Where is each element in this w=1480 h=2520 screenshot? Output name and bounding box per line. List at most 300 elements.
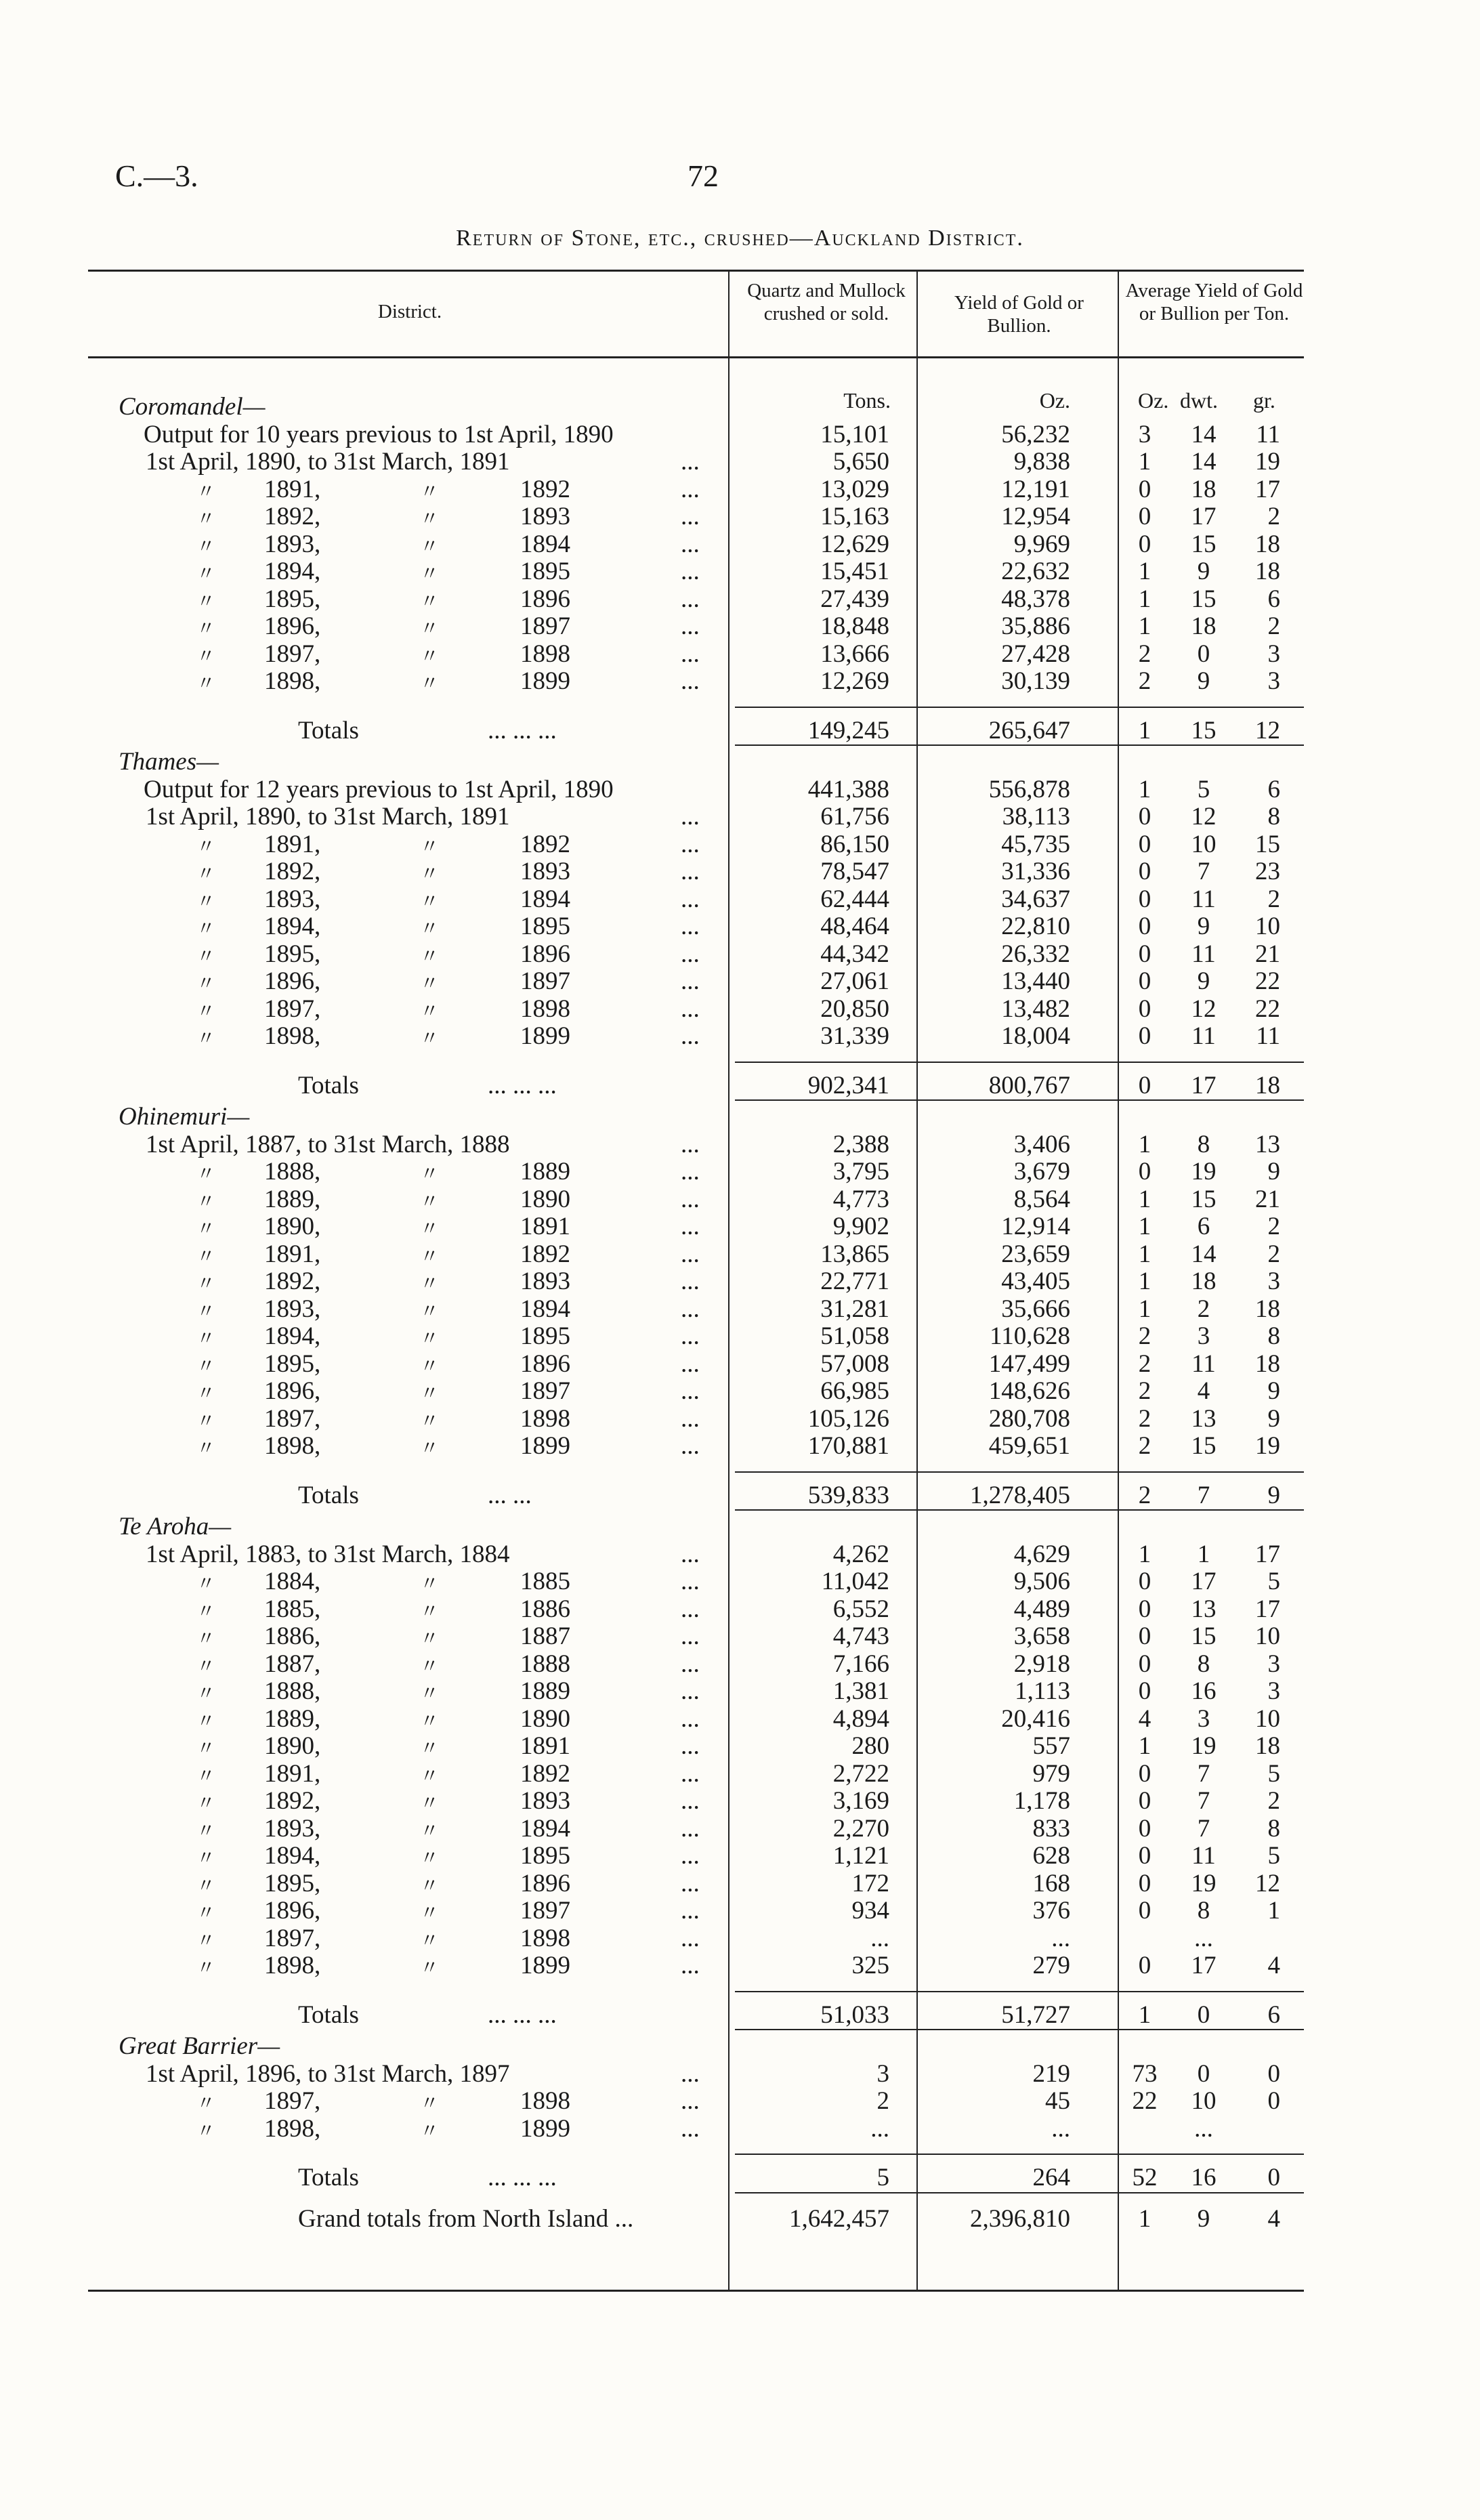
row-label: 1st April, 1887, to 31st March, 1888 — [146, 1130, 510, 1158]
ditto-mark: 〃 — [420, 1191, 440, 1213]
ditto-mark: 〃 — [196, 1765, 216, 1787]
cell-tons: 1,642,457 — [789, 2204, 889, 2233]
period-start-year: 1887, — [264, 1650, 321, 1678]
period-end-year: 1895 — [520, 1322, 570, 1350]
cell-avg-oz: 1 — [1138, 1540, 1151, 1568]
cell-oz: ... — [1051, 2114, 1070, 2143]
leader-dots: ... — [681, 1568, 700, 1595]
totals-label: Totals — [298, 716, 359, 744]
cell-avg-oz: 0 — [1138, 475, 1151, 503]
ditto-mark: 〃 — [196, 973, 216, 994]
cell-oz: 34,637 — [1001, 885, 1070, 913]
unit-tons: Tons. — [843, 388, 891, 413]
table-top-rule — [88, 270, 1304, 272]
cell-tons: ... — [870, 2114, 889, 2143]
period-end-year: 1898 — [520, 2087, 570, 2115]
cell-avg-dwt: 18 — [1191, 1267, 1217, 1295]
ditto-mark: 〃 — [420, 2120, 440, 2142]
period-end-year: 1899 — [520, 1022, 570, 1050]
cell-avg-gr: 6 — [1267, 2000, 1280, 2029]
cell-oz: 51,727 — [1001, 2000, 1070, 2029]
cell-avg-gr: 8 — [1267, 1322, 1280, 1350]
totals-rule — [735, 707, 1304, 708]
period-end-year: 1893 — [520, 858, 570, 885]
leader-dots: ... — [681, 1897, 700, 1925]
cell-avg-dwt: 15 — [1191, 716, 1217, 744]
period-start-year: 1895, — [264, 1869, 321, 1897]
ditto-mark: 〃 — [420, 1410, 440, 1432]
cell-avg-oz: 0 — [1138, 1568, 1151, 1595]
cell-avg-dwt: 17 — [1191, 1952, 1217, 1979]
cell-avg-oz: 1 — [1138, 716, 1151, 744]
cell-oz: ... — [1051, 1924, 1070, 1952]
period-end-year: 1893 — [520, 503, 570, 530]
period-start-year: 1894, — [264, 1322, 321, 1350]
ditto-mark: 〃 — [196, 1001, 216, 1022]
period-start-year: 1893, — [264, 885, 321, 913]
row-label: Output for 10 years previous to 1st April, 1890 — [144, 420, 614, 448]
cell-avg-gr: 12 — [1255, 1869, 1280, 1897]
cell-avg-gr: 21 — [1255, 1185, 1280, 1213]
cell-avg-oz: 0 — [1138, 830, 1151, 858]
cell-avg-oz: 0 — [1138, 912, 1151, 940]
cell-oz: 279 — [1032, 1952, 1070, 1979]
leader-dots: ... — [681, 1869, 700, 1897]
leader-dots: ... — [681, 830, 700, 858]
cell-oz: 27,428 — [1001, 639, 1070, 668]
cell-avg-oz: 52 — [1132, 2164, 1158, 2191]
period-start-year: 1886, — [264, 1622, 321, 1650]
col-header-yield: Yield of Gold or Bullion. — [954, 292, 1084, 337]
cell-tons: 1,121 — [832, 1842, 889, 1870]
ditto-mark: 〃 — [196, 1958, 216, 1979]
cell-avg-dwt: 19 — [1191, 1158, 1217, 1185]
ditto-mark: 〃 — [420, 1001, 440, 1022]
period-end-year: 1892 — [520, 1759, 570, 1788]
cell-oz: 628 — [1032, 1842, 1070, 1870]
cell-avg-oz: 1 — [1138, 2204, 1151, 2233]
period-end-year: 1894 — [520, 530, 570, 558]
period-end-year: 1894 — [520, 1814, 570, 1843]
cell-tons: 539,833 — [807, 1481, 889, 1509]
cell-avg-oz: 0 — [1138, 1759, 1151, 1788]
ditto-mark: 〃 — [420, 1656, 440, 1677]
period-start-year: 1888, — [264, 1158, 321, 1185]
cell-avg-gr: 8 — [1267, 803, 1280, 831]
ditto-mark: 〃 — [420, 1219, 440, 1240]
cell-tons: 66,985 — [820, 1377, 889, 1405]
period-start-year: 1897, — [264, 2087, 321, 2115]
period-start-year: 1898, — [264, 1022, 321, 1050]
period-start-year: 1897, — [264, 1924, 321, 1952]
cell-oz: 3,658 — [1013, 1622, 1070, 1650]
period-end-year: 1899 — [520, 1432, 570, 1460]
cell-avg-dwt: 9 — [1197, 912, 1210, 940]
period-start-year: 1893, — [264, 1295, 321, 1323]
cell-oz: 30,139 — [1001, 667, 1070, 695]
cell-avg-oz: 0 — [1138, 994, 1151, 1023]
cell-avg-gr: 9 — [1267, 1404, 1280, 1433]
cell-tons: 86,150 — [820, 830, 889, 858]
cell-avg-dwt: 15 — [1191, 585, 1217, 613]
ditto-mark: 〃 — [196, 618, 216, 639]
ditto-mark: 〃 — [420, 1028, 440, 1049]
cell-avg-oz: 73 — [1132, 2059, 1158, 2088]
ditto-mark: 〃 — [196, 536, 216, 558]
cell-avg-gr: 11 — [1256, 420, 1280, 448]
cell-avg-oz: 0 — [1138, 1071, 1151, 1099]
cell-avg-dwt: 11 — [1191, 940, 1216, 968]
cell-avg-gr: 10 — [1255, 1704, 1280, 1733]
cell-oz: 38,113 — [1002, 803, 1070, 831]
cell-avg-gr: 4 — [1267, 2204, 1280, 2233]
cell-oz: 9,838 — [1013, 448, 1070, 476]
cell-avg-dwt: 0 — [1197, 2059, 1210, 2088]
ditto-mark: 〃 — [420, 1903, 440, 1924]
cell-tons: 27,439 — [820, 585, 889, 613]
cell-avg-gr: 18 — [1255, 1071, 1280, 1099]
cell-avg-gr: 0 — [1267, 2164, 1280, 2191]
document-title: Return of Stone, etc., crushed—Auckland District. — [456, 226, 1024, 251]
cell-tons: 902,341 — [807, 1071, 889, 1099]
cell-oz: 2,396,810 — [970, 2204, 1070, 2233]
cell-avg-dwt: 2 — [1197, 1295, 1210, 1323]
cell-tons: 12,629 — [820, 530, 889, 558]
leader-dots: ... — [681, 885, 700, 913]
cell-tons: 2 — [876, 2087, 889, 2115]
cell-avg-gr: 5 — [1267, 1568, 1280, 1595]
col-header-district: District. — [377, 301, 442, 322]
cell-tons: 51,033 — [820, 2000, 889, 2029]
ditto-mark: 〃 — [420, 1958, 440, 1979]
cell-avg-dwt: 0 — [1197, 639, 1210, 668]
cell-avg-gr: 3 — [1267, 639, 1280, 668]
period-end-year: 1899 — [520, 1952, 570, 1979]
cell-tons: 441,388 — [807, 775, 889, 803]
cell-oz: 43,405 — [1001, 1267, 1070, 1295]
cell-oz: 12,191 — [1001, 475, 1070, 503]
cell-avg-oz: 2 — [1138, 1377, 1151, 1405]
cell-avg-gr: 17 — [1255, 1540, 1280, 1568]
totals-rule — [735, 1062, 1304, 1063]
col-header-average: Average Yield of Gold or Bullion per Ton. — [1125, 280, 1303, 324]
period-start-year: 1896, — [264, 1897, 321, 1925]
ditto-mark: 〃 — [420, 1848, 440, 1869]
cell-tons: 57,008 — [820, 1349, 889, 1378]
cell-avg-dwt: 15 — [1191, 1622, 1217, 1650]
cell-avg-dwt: 0 — [1197, 2000, 1210, 2029]
ditto-mark: 〃 — [196, 1438, 216, 1459]
cell-oz: 168 — [1032, 1869, 1070, 1897]
cell-tons: 13,666 — [820, 639, 889, 668]
period-start-year: 1896, — [264, 1377, 321, 1405]
totals-label: Totals — [298, 1071, 359, 1099]
leader-dots: ... ... ... — [488, 1071, 557, 1099]
period-end-year: 1885 — [520, 1568, 570, 1595]
period-end-year: 1892 — [520, 1240, 570, 1268]
ditto-mark: 〃 — [196, 1328, 216, 1349]
ditto-mark: 〃 — [420, 591, 440, 612]
cell-tons: 22,771 — [820, 1267, 889, 1295]
ditto-mark: 〃 — [420, 1383, 440, 1404]
row-label: 1st April, 1890, to 31st March, 1891 — [146, 803, 510, 831]
cell-avg-oz: 1 — [1138, 585, 1151, 613]
leader-dots: ... — [681, 558, 700, 585]
cell-avg-dwt: 8 — [1197, 1650, 1210, 1678]
cell-avg-dwt: 16 — [1191, 1677, 1217, 1705]
leader-dots: ... — [681, 1213, 700, 1240]
period-end-year: 1891 — [520, 1732, 570, 1760]
page-header-code: C.—3. — [115, 159, 198, 193]
cell-tons: 6,552 — [832, 1595, 889, 1623]
cell-avg-oz: 2 — [1138, 1432, 1151, 1460]
cell-tons: 172 — [851, 1869, 889, 1897]
cell-avg-dwt: 5 — [1197, 775, 1210, 803]
cell-tons: 1,381 — [832, 1677, 889, 1705]
cell-avg-gr: 15 — [1255, 830, 1280, 858]
cell-avg-gr: 5 — [1267, 1842, 1280, 1870]
ditto-mark: 〃 — [420, 1328, 440, 1349]
section-name: Great Barrier— — [119, 2032, 280, 2060]
cell-avg-oz: 1 — [1138, 1732, 1151, 1760]
cell-avg-gr: 2 — [1267, 1240, 1280, 1268]
cell-tons: 44,342 — [820, 940, 889, 968]
period-end-year: 1897 — [520, 967, 570, 995]
cell-oz: 45,735 — [1001, 830, 1070, 858]
period-end-year: 1896 — [520, 585, 570, 613]
leader-dots: ... — [681, 1650, 700, 1678]
cell-tons: 11,042 — [821, 1568, 889, 1595]
cell-avg-dwt: 12 — [1191, 803, 1217, 831]
ditto-mark: 〃 — [196, 1301, 216, 1322]
cell-oz: 22,632 — [1001, 558, 1070, 585]
period-start-year: 1896, — [264, 967, 321, 995]
cell-avg-dwt: 15 — [1191, 1185, 1217, 1213]
period-end-year: 1898 — [520, 1924, 570, 1952]
cell-avg-dwt: 9 — [1197, 667, 1210, 695]
cell-oz: 22,810 — [1001, 912, 1070, 940]
cell-avg-dwt: 19 — [1191, 1732, 1217, 1760]
cell-oz: 280,708 — [988, 1404, 1070, 1433]
cell-avg-dwt: 18 — [1191, 612, 1217, 640]
leader-dots: ... — [681, 858, 700, 885]
cell-avg-dwt: 9 — [1197, 558, 1210, 585]
cell-avg-oz: 1 — [1138, 448, 1151, 476]
cell-tons: 4,743 — [832, 1622, 889, 1650]
leader-dots: ... — [681, 1540, 700, 1568]
totals-label: Totals — [298, 1481, 359, 1509]
ditto-mark: 〃 — [420, 1765, 440, 1787]
ditto-mark: 〃 — [196, 509, 216, 530]
ditto-mark: 〃 — [420, 1301, 440, 1322]
period-end-year: 1886 — [520, 1595, 570, 1623]
leader-dots: ... — [681, 1842, 700, 1870]
cell-avg-oz: 0 — [1138, 1814, 1151, 1843]
cell-oz: 1,278,405 — [970, 1481, 1070, 1509]
cell-avg-oz: 1 — [1138, 1185, 1151, 1213]
column-rule — [1118, 270, 1119, 2290]
period-start-year: 1892, — [264, 503, 321, 530]
cell-oz: 833 — [1032, 1814, 1070, 1843]
cell-avg-oz: 1 — [1138, 775, 1151, 803]
ditto-mark: 〃 — [420, 1246, 440, 1267]
period-start-year: 1889, — [264, 1704, 321, 1733]
cell-tons: 2,270 — [832, 1814, 889, 1843]
cell-avg-oz: 0 — [1138, 1677, 1151, 1705]
cell-avg-oz: 0 — [1138, 1022, 1151, 1050]
ditto-mark: 〃 — [196, 1738, 216, 1759]
period-end-year: 1895 — [520, 558, 570, 585]
ditto-mark: 〃 — [196, 1356, 216, 1377]
period-end-year: 1890 — [520, 1185, 570, 1213]
period-end-year: 1897 — [520, 612, 570, 640]
ditto-mark: 〃 — [196, 1848, 216, 1869]
cell-oz: 264 — [1032, 2164, 1070, 2191]
cell-avg-oz: 0 — [1138, 530, 1151, 558]
row-label: 1st April, 1883, to 31st March, 1884 — [146, 1540, 510, 1568]
cell-avg-gr: 2 — [1267, 503, 1280, 530]
leader-dots: ... — [681, 1732, 700, 1760]
cell-avg-oz: 2 — [1138, 1481, 1151, 1509]
cell-avg-dwt: 16 — [1191, 2164, 1217, 2191]
cell-oz: 12,914 — [1001, 1213, 1070, 1240]
cell-oz: 219 — [1032, 2059, 1070, 2088]
period-start-year: 1894, — [264, 1842, 321, 1870]
ditto-mark: 〃 — [196, 2093, 216, 2114]
cell-avg-gr: 2 — [1267, 885, 1280, 913]
cell-tons: 149,245 — [807, 716, 889, 744]
cell-tons: 9,902 — [832, 1213, 889, 1240]
cell-tons: 170,881 — [807, 1432, 889, 1460]
leader-dots: ... — [681, 530, 700, 558]
column-rule — [916, 270, 918, 2290]
leader-dots: ... — [681, 1240, 700, 1268]
leader-dots: ... — [681, 1814, 700, 1843]
period-end-year: 1896 — [520, 940, 570, 968]
ditto-mark: 〃 — [196, 673, 216, 694]
period-end-year: 1887 — [520, 1622, 570, 1650]
cell-oz: 557 — [1032, 1732, 1070, 1760]
cell-avg-gr: 12 — [1255, 716, 1280, 744]
period-end-year: 1897 — [520, 1377, 570, 1405]
period-start-year: 1894, — [264, 558, 321, 585]
cell-avg-gr: 18 — [1255, 530, 1280, 558]
leader-dots: ... ... ... — [488, 2164, 557, 2191]
cell-avg-gr: 3 — [1267, 667, 1280, 695]
period-end-year: 1892 — [520, 830, 570, 858]
leader-dots: ... — [681, 503, 700, 530]
ditto-mark: 〃 — [196, 919, 216, 940]
period-end-year: 1891 — [520, 1213, 570, 1240]
period-end-year: 1897 — [520, 1897, 570, 1925]
period-start-year: 1890, — [264, 1213, 321, 1240]
period-start-year: 1891, — [264, 830, 321, 858]
cell-oz: 23,659 — [1001, 1240, 1070, 1268]
cell-oz: 9,969 — [1013, 530, 1070, 558]
ditto-mark: 〃 — [420, 1356, 440, 1377]
cell-tons: 15,101 — [820, 420, 889, 448]
cell-avg-oz: 0 — [1138, 1952, 1151, 1979]
cell-avg-gr: 17 — [1255, 475, 1280, 503]
ditto-mark: 〃 — [196, 564, 216, 585]
totals-label: Totals — [298, 2164, 359, 2191]
cell-avg-dwt: 14 — [1191, 420, 1217, 448]
cell-oz: 13,440 — [1001, 967, 1070, 995]
cell-avg-dwt: 13 — [1191, 1404, 1217, 1433]
cell-avg-gr: 18 — [1255, 1349, 1280, 1378]
cell-avg-gr: 9 — [1267, 1481, 1280, 1509]
row-label: 1st April, 1896, to 31st March, 1897 — [146, 2059, 510, 2088]
cell-tons: 325 — [851, 1952, 889, 1979]
cell-tons: 4,262 — [832, 1540, 889, 1568]
cell-oz: 31,336 — [1001, 858, 1070, 885]
ditto-mark: 〃 — [196, 1274, 216, 1295]
cell-avg-dwt: 11 — [1191, 1842, 1216, 1870]
cell-avg-gr: 1 — [1267, 1897, 1280, 1925]
period-end-year: 1899 — [520, 2114, 570, 2143]
leader-dots: ... — [681, 1759, 700, 1788]
leader-dots: ... — [681, 1787, 700, 1815]
cell-tons: 31,281 — [820, 1295, 889, 1323]
leader-dots: ... — [681, 1158, 700, 1185]
ditto-mark: 〃 — [196, 1875, 216, 1897]
cell-avg-dwt: 17 — [1191, 1568, 1217, 1595]
cell-tons: 20,850 — [820, 994, 889, 1023]
cell-oz: 979 — [1032, 1759, 1070, 1788]
cell-avg-dwt: 7 — [1197, 1759, 1210, 1788]
period-start-year: 1898, — [264, 1952, 321, 1979]
cell-avg-dwt: 7 — [1197, 1787, 1210, 1815]
ditto-mark: 〃 — [420, 1820, 440, 1842]
ditto-mark: 〃 — [420, 1274, 440, 1295]
cell-avg-oz: 2 — [1138, 667, 1151, 695]
ditto-mark: 〃 — [196, 1629, 216, 1650]
ditto-mark: 〃 — [196, 1410, 216, 1432]
cell-avg-oz: 1 — [1138, 612, 1151, 640]
ditto-mark: 〃 — [196, 1793, 216, 1814]
cell-avg-gr: 13 — [1255, 1130, 1280, 1158]
cell-oz: 265,647 — [988, 716, 1070, 744]
cell-avg-oz: 0 — [1138, 803, 1151, 831]
cell-avg-dwt: 18 — [1191, 475, 1217, 503]
leader-dots: ... — [681, 667, 700, 695]
cell-avg-gr: 22 — [1255, 967, 1280, 995]
totals-rule — [735, 1471, 1304, 1473]
ditto-mark: 〃 — [420, 618, 440, 639]
ditto-mark: 〃 — [420, 864, 440, 885]
ditto-mark: 〃 — [196, 1191, 216, 1213]
cell-avg-gr: 11 — [1256, 1022, 1280, 1050]
ditto-mark: 〃 — [196, 1164, 216, 1185]
cell-tons: ... — [870, 1924, 889, 1952]
cell-avg-gr: 2 — [1267, 612, 1280, 640]
section-end-rule — [735, 1509, 1304, 1511]
period-end-year: 1896 — [520, 1349, 570, 1378]
cell-oz: 147,499 — [988, 1349, 1070, 1378]
ditto-mark: 〃 — [420, 481, 440, 503]
period-end-year: 1888 — [520, 1650, 570, 1678]
cell-avg-oz: 1 — [1138, 1295, 1151, 1323]
ditto-mark: 〃 — [196, 1219, 216, 1240]
leader-dots: ... — [681, 1924, 700, 1952]
cell-oz: 459,651 — [988, 1432, 1070, 1460]
cell-avg-oz: 0 — [1138, 1650, 1151, 1678]
cell-avg-gr: 8 — [1267, 1814, 1280, 1843]
ditto-mark: 〃 — [196, 1574, 216, 1595]
ditto-mark: 〃 — [196, 836, 216, 858]
cell-oz: 4,489 — [1013, 1595, 1070, 1623]
period-start-year: 1897, — [264, 639, 321, 668]
